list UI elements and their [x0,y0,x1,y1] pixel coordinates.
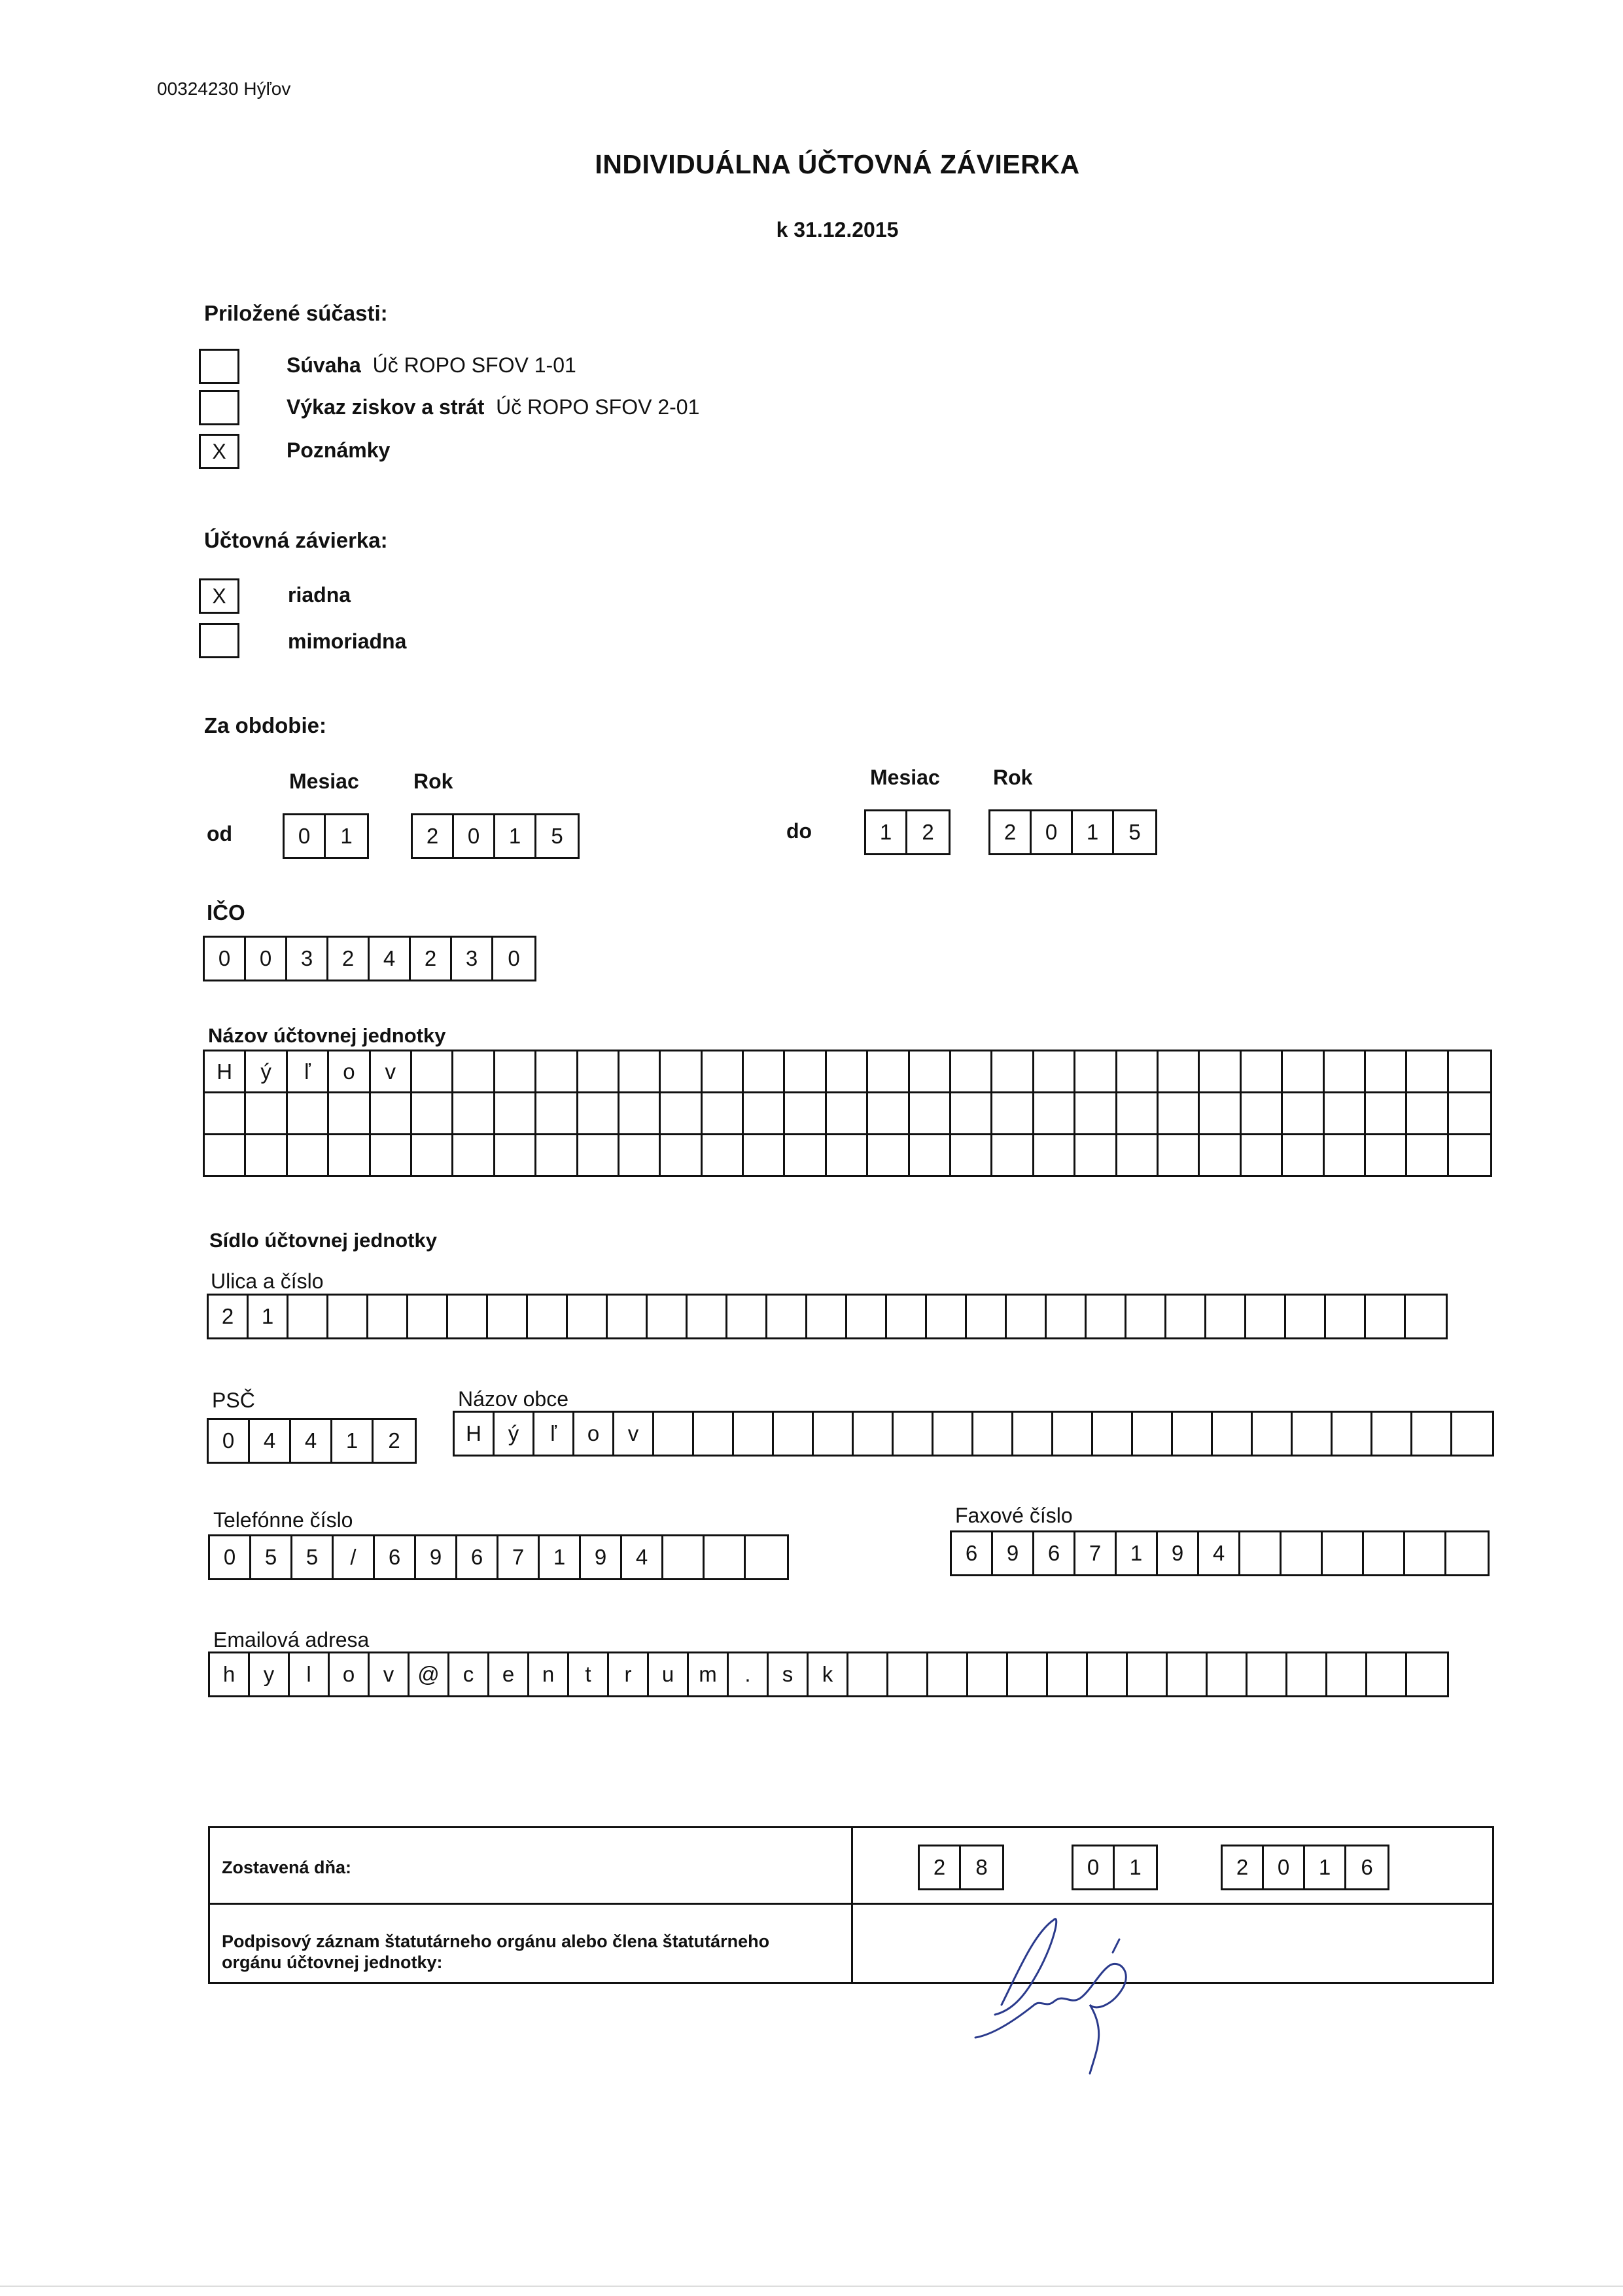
char-cell [371,1093,412,1133]
char-cell [1053,1413,1093,1455]
char-cell [536,1051,578,1091]
char-cell: 9 [416,1536,457,1578]
digit-cell: 2 [920,1846,961,1888]
digit-cell: 0 [508,946,520,970]
char-cell [620,1135,661,1175]
char-cell [1248,1653,1287,1695]
char-cell [992,1135,1034,1175]
char-cell [785,1051,826,1091]
attachment-poznamky: Poznámky [287,438,391,462]
char-cell [1168,1653,1208,1695]
char-cell [488,1296,528,1337]
from-month-label: Mesiac [289,769,359,793]
char-cell: l [290,1653,330,1695]
fax-label: Faxové číslo [955,1504,1073,1527]
char-cell [620,1051,661,1091]
from-label: od [207,822,233,845]
char-cell: 2 [209,1296,249,1337]
phone-boxes[interactable] [208,1534,789,1580]
char-cell: 9 [581,1536,622,1578]
char-cell [928,1653,968,1695]
char-cell: . [729,1653,769,1695]
char-cell: @ [410,1653,449,1695]
char-cell [1327,1653,1367,1695]
char-cell: 4 [622,1536,663,1578]
char-cell [1246,1296,1286,1337]
closing-type-mimoriadna: mimoriadna [288,629,407,653]
digit-cell: 0 [1073,1846,1115,1888]
char-cell [1034,1093,1075,1133]
entity-name-boxes[interactable] [203,1050,1492,1177]
char-cell [992,1051,1034,1091]
char-cell [578,1135,620,1175]
char-cell [1367,1653,1407,1695]
char-cell [1007,1296,1047,1337]
attachment-vykaz [287,395,699,419]
char-cell [1048,1653,1088,1695]
ico-boxes[interactable] [203,936,536,981]
char-cell [1282,1532,1323,1574]
char-cell [1047,1296,1087,1337]
char-cell [1412,1413,1452,1455]
digit-cell: 3 [287,938,328,980]
char-cell [661,1135,702,1175]
char-cell [973,1413,1013,1455]
char-cell [1200,1135,1241,1175]
digit-cell: 2 [388,1428,400,1453]
char-cell [1283,1093,1324,1133]
char-cell [1407,1653,1447,1695]
char-cell [654,1413,694,1455]
char-cell [1034,1051,1075,1091]
char-cell [1446,1532,1488,1574]
char-cell: k [809,1653,848,1695]
char-cell [1013,1413,1053,1455]
checkbox-poznamky[interactable]: X [199,434,239,469]
street-label: Ulica a číslo [211,1269,324,1293]
fax-boxes[interactable] [950,1530,1490,1576]
char-cell [246,1093,287,1133]
char-cell [785,1093,826,1133]
char-cell [328,1296,368,1337]
char-cell [1075,1051,1117,1091]
digit-cell: 8 [975,1855,988,1879]
char-cell [1213,1413,1253,1455]
checkbox-mimoriadna[interactable] [199,623,239,658]
char-cell [1287,1653,1327,1695]
compiled-year-boxes[interactable] [1221,1845,1389,1890]
char-cell: v [614,1413,654,1455]
char-cell [453,1135,495,1175]
char-cell: 6 [952,1532,993,1574]
char-cell: n [529,1653,569,1695]
char-cell [1364,1532,1405,1574]
char-cell [1087,1296,1126,1337]
char-cell [1200,1093,1241,1133]
char-cell [910,1135,951,1175]
char-cell [827,1051,868,1091]
char-cell [951,1093,992,1133]
char-cell: ľ [534,1413,574,1455]
char-cell [288,1093,329,1133]
digit-cell: 0 [209,1420,250,1462]
char-cell [1117,1135,1159,1175]
char-cell [992,1093,1034,1133]
digit-cell: 4 [291,1420,332,1462]
from-month-boxes[interactable] [283,813,369,859]
char-cell [1242,1051,1283,1091]
char-cell [412,1051,453,1091]
char-cell [412,1135,453,1175]
char-cell [1075,1093,1117,1133]
address-label: Sídlo účtovnej jednotky [209,1229,437,1252]
char-cell [578,1051,620,1091]
char-cell [744,1093,785,1133]
char-cell [1449,1093,1490,1133]
digit-cell: 5 [551,824,563,848]
digit-cell: 2 [411,938,452,980]
char-cell [934,1413,973,1455]
char-cell [1452,1413,1492,1455]
char-cell: m [689,1653,729,1695]
char-cell [705,1536,746,1578]
char-cell [663,1536,705,1578]
char-cell: / [334,1536,375,1578]
period-label: Za obdobie: [204,713,326,737]
char-cell [1406,1296,1446,1337]
digit-cell: 6 [1361,1855,1373,1879]
char-cell: ý [495,1413,534,1455]
to-month-boxes[interactable] [864,809,951,855]
entity-name-row [205,1051,1490,1093]
char-cell [1159,1093,1200,1133]
digit-cell: 1 [1129,1855,1142,1879]
char-cell [1407,1093,1448,1133]
char-cell: s [769,1653,809,1695]
char-cell [1117,1093,1159,1133]
char-cell [807,1296,847,1337]
digit-cell: 2 [413,815,454,857]
char-cell [827,1135,868,1175]
digit-cell: 0 [1032,811,1073,853]
char-cell [1293,1413,1333,1455]
char-cell: y [250,1653,290,1695]
to-year-label: Rok [993,766,1033,789]
char-cell: 1 [249,1296,288,1337]
char-cell [1200,1051,1241,1091]
char-cell [536,1093,578,1133]
char-cell [1128,1653,1168,1695]
table-divider [851,1828,853,1982]
char-cell [528,1296,568,1337]
signature-table [208,1826,1494,1984]
char-cell [1117,1051,1159,1091]
char-cell [910,1093,951,1133]
char-cell [887,1296,927,1337]
compiled-date-label: Zostavená dňa: [222,1858,352,1877]
char-cell [1008,1653,1048,1695]
char-cell: r [609,1653,649,1695]
char-cell [578,1093,620,1133]
char-cell: H [455,1413,495,1455]
char-cell [1283,1051,1324,1091]
char-cell [620,1093,661,1133]
char-cell [1366,1051,1407,1091]
digit-cell: 0 [285,815,326,857]
char-cell [1126,1296,1166,1337]
digit-cell: 0 [454,815,495,857]
document-id: 00324230 Hýľov [157,79,291,99]
char-cell [967,1296,1007,1337]
char-cell [1325,1135,1366,1175]
to-year-boxes[interactable] [988,809,1157,855]
char-cell [288,1296,328,1337]
char-cell [1242,1093,1283,1133]
entity-name-row [205,1135,1490,1175]
digit-cell: 3 [452,938,493,980]
page-title: INDIVIDUÁLNA ÚČTOVNÁ ZÁVIERKA [595,149,1080,179]
char-cell [536,1135,578,1175]
char-cell [1407,1051,1448,1091]
char-cell [453,1093,495,1133]
digit-cell: 1 [340,824,353,848]
char-cell: 5 [251,1536,292,1578]
char-cell [767,1296,807,1337]
char-cell [1173,1413,1213,1455]
attachment-name: Súvaha [287,353,361,377]
char-cell: c [449,1653,489,1695]
digit-cell: 0 [246,938,287,980]
closing-type-label: Účtovná závierka: [204,528,388,552]
digit-cell: 2 [328,938,370,980]
char-cell: 6 [375,1536,416,1578]
char-cell: 6 [1034,1532,1075,1574]
char-cell [1283,1135,1324,1175]
checkbox-vykaz[interactable] [199,390,239,425]
char-cell [1333,1413,1372,1455]
char-cell [868,1093,909,1133]
attachment-name: Výkaz ziskov a strát [287,395,485,419]
char-cell [329,1135,370,1175]
char-cell [1323,1532,1364,1574]
char-cell [868,1135,909,1175]
char-cell [453,1051,495,1091]
char-cell [495,1093,536,1133]
char-cell [329,1093,370,1133]
char-cell [910,1051,951,1091]
char-cell [495,1051,536,1091]
ico-label: IČO [207,900,245,925]
char-cell [205,1093,246,1133]
char-cell [495,1135,536,1175]
attachment-code: Úč ROPO SFOV 1-01 [372,353,576,377]
char-cell [703,1051,744,1091]
char-cell [744,1135,785,1175]
char-cell [648,1296,688,1337]
city-label: Názov obce [458,1387,568,1411]
entity-name-label: Názov účtovnej jednotky [208,1024,446,1047]
digit-cell: 0 [1264,1846,1305,1888]
char-cell: 7 [498,1536,540,1578]
email-boxes[interactable] [208,1651,1449,1697]
char-cell [412,1093,453,1133]
char-cell [1286,1296,1326,1337]
digit-cell: 1 [1305,1846,1346,1888]
attachments-label: Priložené súčasti: [204,301,388,325]
char-cell [205,1135,246,1175]
char-cell [1093,1413,1133,1455]
signature-record-label: Podpisový záznam štatutárneho orgánu alebo člena štatutárneho orgánu účtovnej jednotky: [222,1932,770,1973]
digit-cell: 1 [332,1420,374,1462]
char-cell [744,1051,785,1091]
char-cell [1034,1135,1075,1175]
email-label: Emailová adresa [213,1628,370,1651]
digit-cell: 1 [1073,811,1114,853]
char-cell [1159,1135,1200,1175]
char-cell [1325,1093,1366,1133]
checkbox-suvaha[interactable] [199,349,239,384]
digit-cell: 2 [1223,1846,1264,1888]
char-cell [568,1296,608,1337]
char-cell: e [489,1653,529,1695]
char-cell [868,1051,909,1091]
attachment-code: Úč ROPO SFOV 2-01 [496,395,700,419]
char-cell [694,1413,734,1455]
to-month-label: Mesiac [870,766,940,789]
char-cell: 7 [1075,1532,1117,1574]
page-subtitle: k 31.12.2015 [776,218,899,241]
char-cell [894,1413,934,1455]
char-cell [1366,1135,1407,1175]
char-cell [1326,1296,1366,1337]
char-cell [368,1296,408,1337]
char-cell: ý [246,1051,287,1091]
char-cell [408,1296,448,1337]
char-cell [774,1413,814,1455]
digit-cell: 4 [370,938,411,980]
char-cell [927,1296,967,1337]
digit-cell: 2 [990,811,1032,853]
char-cell [785,1135,826,1175]
street-boxes[interactable] [207,1294,1448,1339]
handwritten-signature [956,1874,1165,2077]
char-cell [1449,1135,1490,1175]
from-year-boxes[interactable] [411,813,580,859]
char-cell [951,1135,992,1175]
char-cell [1075,1135,1117,1175]
char-cell [1366,1296,1406,1337]
char-cell: H [205,1051,246,1091]
closing-type-riadna: riadna [288,583,351,607]
char-cell [1405,1532,1446,1574]
char-cell [1325,1051,1366,1091]
char-cell [608,1296,648,1337]
char-cell: v [370,1653,410,1695]
char-cell [1253,1413,1293,1455]
char-cell: v [371,1051,412,1091]
psc-boxes[interactable] [207,1418,417,1464]
digit-cell: 5 [1128,820,1141,844]
char-cell [661,1093,702,1133]
from-year-label: Rok [413,769,453,793]
city-boxes[interactable] [453,1411,1494,1457]
char-cell [888,1653,928,1695]
char-cell [827,1093,868,1133]
char-cell [688,1296,727,1337]
char-cell: 0 [210,1536,251,1578]
char-cell: 1 [540,1536,581,1578]
char-cell [371,1135,412,1175]
char-cell: 9 [1158,1532,1199,1574]
char-cell [854,1413,894,1455]
char-cell: 9 [993,1532,1034,1574]
checkbox-riadna[interactable]: X [199,578,239,614]
char-cell [1449,1051,1490,1091]
char-cell: ľ [288,1051,329,1091]
char-cell [1133,1413,1173,1455]
char-cell [1159,1051,1200,1091]
digit-cell: 1 [866,811,907,853]
char-cell: 6 [457,1536,498,1578]
char-cell [1208,1653,1248,1695]
char-cell [661,1051,702,1091]
entity-name-row [205,1093,1490,1135]
char-cell [246,1135,287,1175]
digit-cell: 0 [205,938,246,980]
char-cell [703,1135,744,1175]
char-cell [703,1093,744,1133]
char-cell [814,1413,854,1455]
char-cell [951,1051,992,1091]
char-cell [1242,1135,1283,1175]
char-cell [1088,1653,1128,1695]
char-cell [1372,1413,1412,1455]
char-cell [288,1135,329,1175]
char-cell [1166,1296,1206,1337]
char-cell: t [569,1653,609,1695]
char-cell: o [330,1653,370,1695]
digit-cell: 4 [250,1420,291,1462]
char-cell [1366,1093,1407,1133]
char-cell: u [649,1653,689,1695]
attachment-suvaha [287,353,576,378]
char-cell [1240,1532,1282,1574]
char-cell [968,1653,1008,1695]
char-cell [848,1653,888,1695]
char-cell [847,1296,887,1337]
digit-cell: 1 [495,815,536,857]
char-cell: 5 [292,1536,334,1578]
char-cell [1206,1296,1246,1337]
char-cell: o [329,1051,370,1091]
char-cell [734,1413,774,1455]
char-cell: 4 [1199,1532,1240,1574]
char-cell [1407,1135,1448,1175]
char-cell [448,1296,488,1337]
char-cell: o [574,1413,614,1455]
char-cell [746,1536,787,1578]
char-cell [727,1296,767,1337]
digit-cell: 2 [922,820,934,844]
to-label: do [786,819,812,843]
char-cell: h [210,1653,250,1695]
psc-label: PSČ [212,1388,255,1412]
phone-label: Telefónne číslo [213,1508,353,1532]
page-edge [0,2286,1623,2287]
char-cell: 1 [1117,1532,1158,1574]
